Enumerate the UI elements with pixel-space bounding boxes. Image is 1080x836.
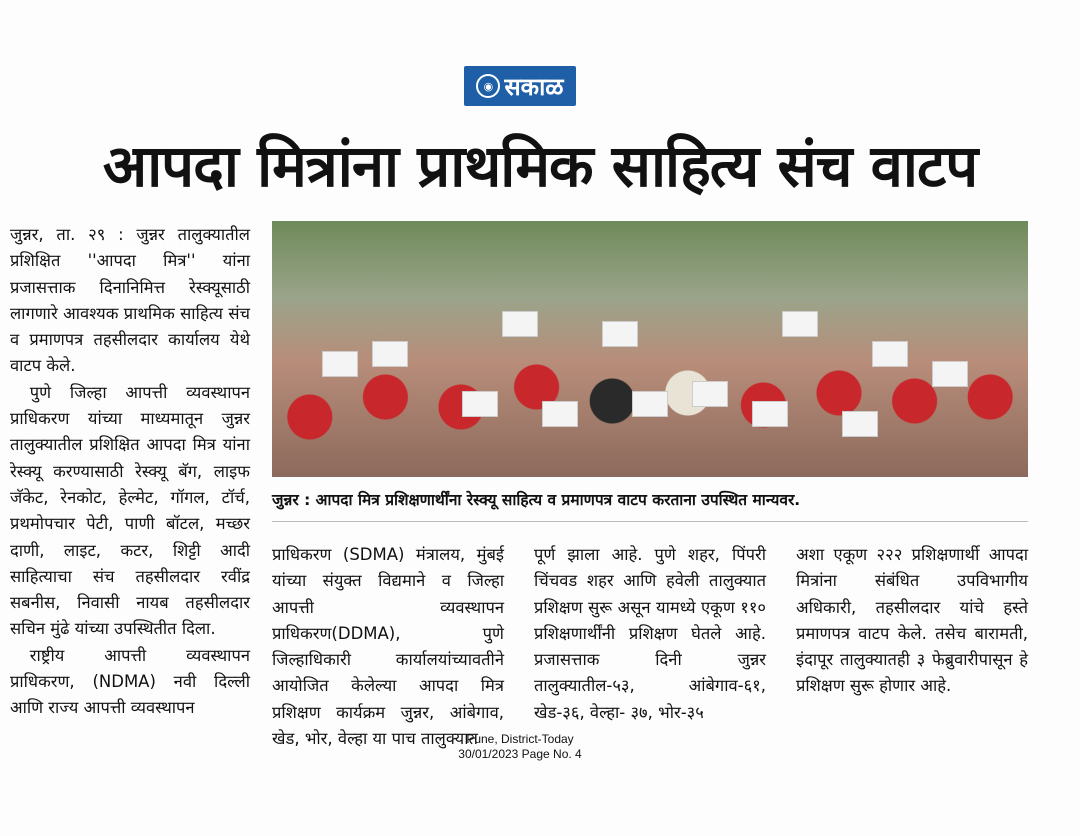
article-paragraph-1: जुन्नर, ता. २९ : जुन्नर तालुक्यातील प्रशिक्षित ''आपदा मित्र'' यांना प्रजासत्ताक दिनानिमित्त रेस्क्यूसाठी लागणारे आवश्यक प्राथमिक साहित्य संच व प्रमाणपत्र तहसीलदार कार्यालय येथे वाटप केले. bbox=[10, 225, 250, 376]
group-photo bbox=[272, 221, 1028, 477]
article-column-2 bbox=[272, 542, 504, 752]
article-column-4-text: अशा एकूण २२२ प्रशिक्षणार्थी आपदा मित्रांना संबंधित उपविभागीय अधिकारी, तहसीलदार यांचे हस्ते प्रमाणपत्र वाटप केले. तसेच बारामती, इंदापूर तालुक्यातही ३ फेब्रुवारीपासून हे प्रशिक्षण सुरू होणार आहे. bbox=[796, 545, 1028, 696]
newspaper-masthead bbox=[464, 66, 576, 106]
footer-edition: Pune, District-Today bbox=[466, 732, 574, 746]
article-column-1 bbox=[10, 222, 250, 722]
article-column-2-text: प्राधिकरण (SDMA) मंत्रालय, मुंबई यांच्या संयुक्त विद्यमाने व जिल्हा आपत्ती व्यवस्थापन प्राधिकरण(DDMA), पुणे जिल्हाधिकारी कार्यालयांच्यावतीने आयोजित केलेल्या आपदा मित्र प्रशिक्षण कार्यक्रम जुन्नर, आंबेगाव, खेड, भोर, वेल्हा या पाच तालुक्यात bbox=[272, 545, 504, 749]
photo-caption: जुन्नर : आपदा मित्र प्रशिक्षणार्थींना रेस्क्यू साहित्य व प्रमाणपत्र वाटप करताना उपस्थित मान्यवर. bbox=[272, 491, 801, 509]
caption-divider bbox=[272, 521, 1028, 522]
photo-certificates bbox=[312, 311, 992, 431]
footer-date-page: 30/01/2023 Page No. 4 bbox=[458, 747, 582, 761]
page-footer bbox=[400, 732, 640, 762]
masthead-name: सकाळ bbox=[504, 72, 564, 101]
article-paragraph-2: पुणे जिल्हा आपत्ती व्यवस्थापन प्राधिकरण यांच्या माध्यमातून जुन्नर तालुक्यातील प्रशिक्षित आपदा मित्र यांना रेस्क्यू करण्यासाठी रेस्क्यू बॅग, लाइफ जॅकेट, रेनकोट, हेल्मेट, गॉगल, टॉर्च, प्रथमोपचार पेटी, पाणी बॉटल, मच्छर दाणी, लाइट, कटर, शिट्टी आदी साहित्याचा संच तहसीलदार रवींद्र सबनीस, निवासी नायब तहसीलदार सचिन मुंढे यांच्या उपस्थितीत दिला. bbox=[10, 382, 250, 639]
article-column-3-text: पूर्ण झाला आहे. पुणे शहर, पिंपरी चिंचवड शहर आणि हवेली तालुक्यात प्रशिक्षण सुरू असून यामध्ये एकूण ११० प्रशिक्षणार्थींनी प्रशिक्षण घेतले आहे. प्रजासत्ताक दिनी जुन्नर तालुक्यातील-५३, आंबेगाव-६१, खेड-३६, वेल्हा- ३७, भोर-३५ bbox=[534, 545, 766, 722]
article-column-3 bbox=[534, 542, 766, 726]
article-paragraph-3: राष्ट्रीय आपत्ती व्यवस्थापन प्राधिकरण, (NDMA) नवी दिल्ली आणि राज्य आपत्ती व्यवस्थापन bbox=[10, 645, 250, 718]
masthead-logo-icon: ◉ bbox=[476, 74, 500, 98]
article-headline: आपदा मित्रांना प्राथमिक साहित्य संच वाटप bbox=[102, 132, 978, 200]
article-column-4 bbox=[796, 542, 1028, 700]
